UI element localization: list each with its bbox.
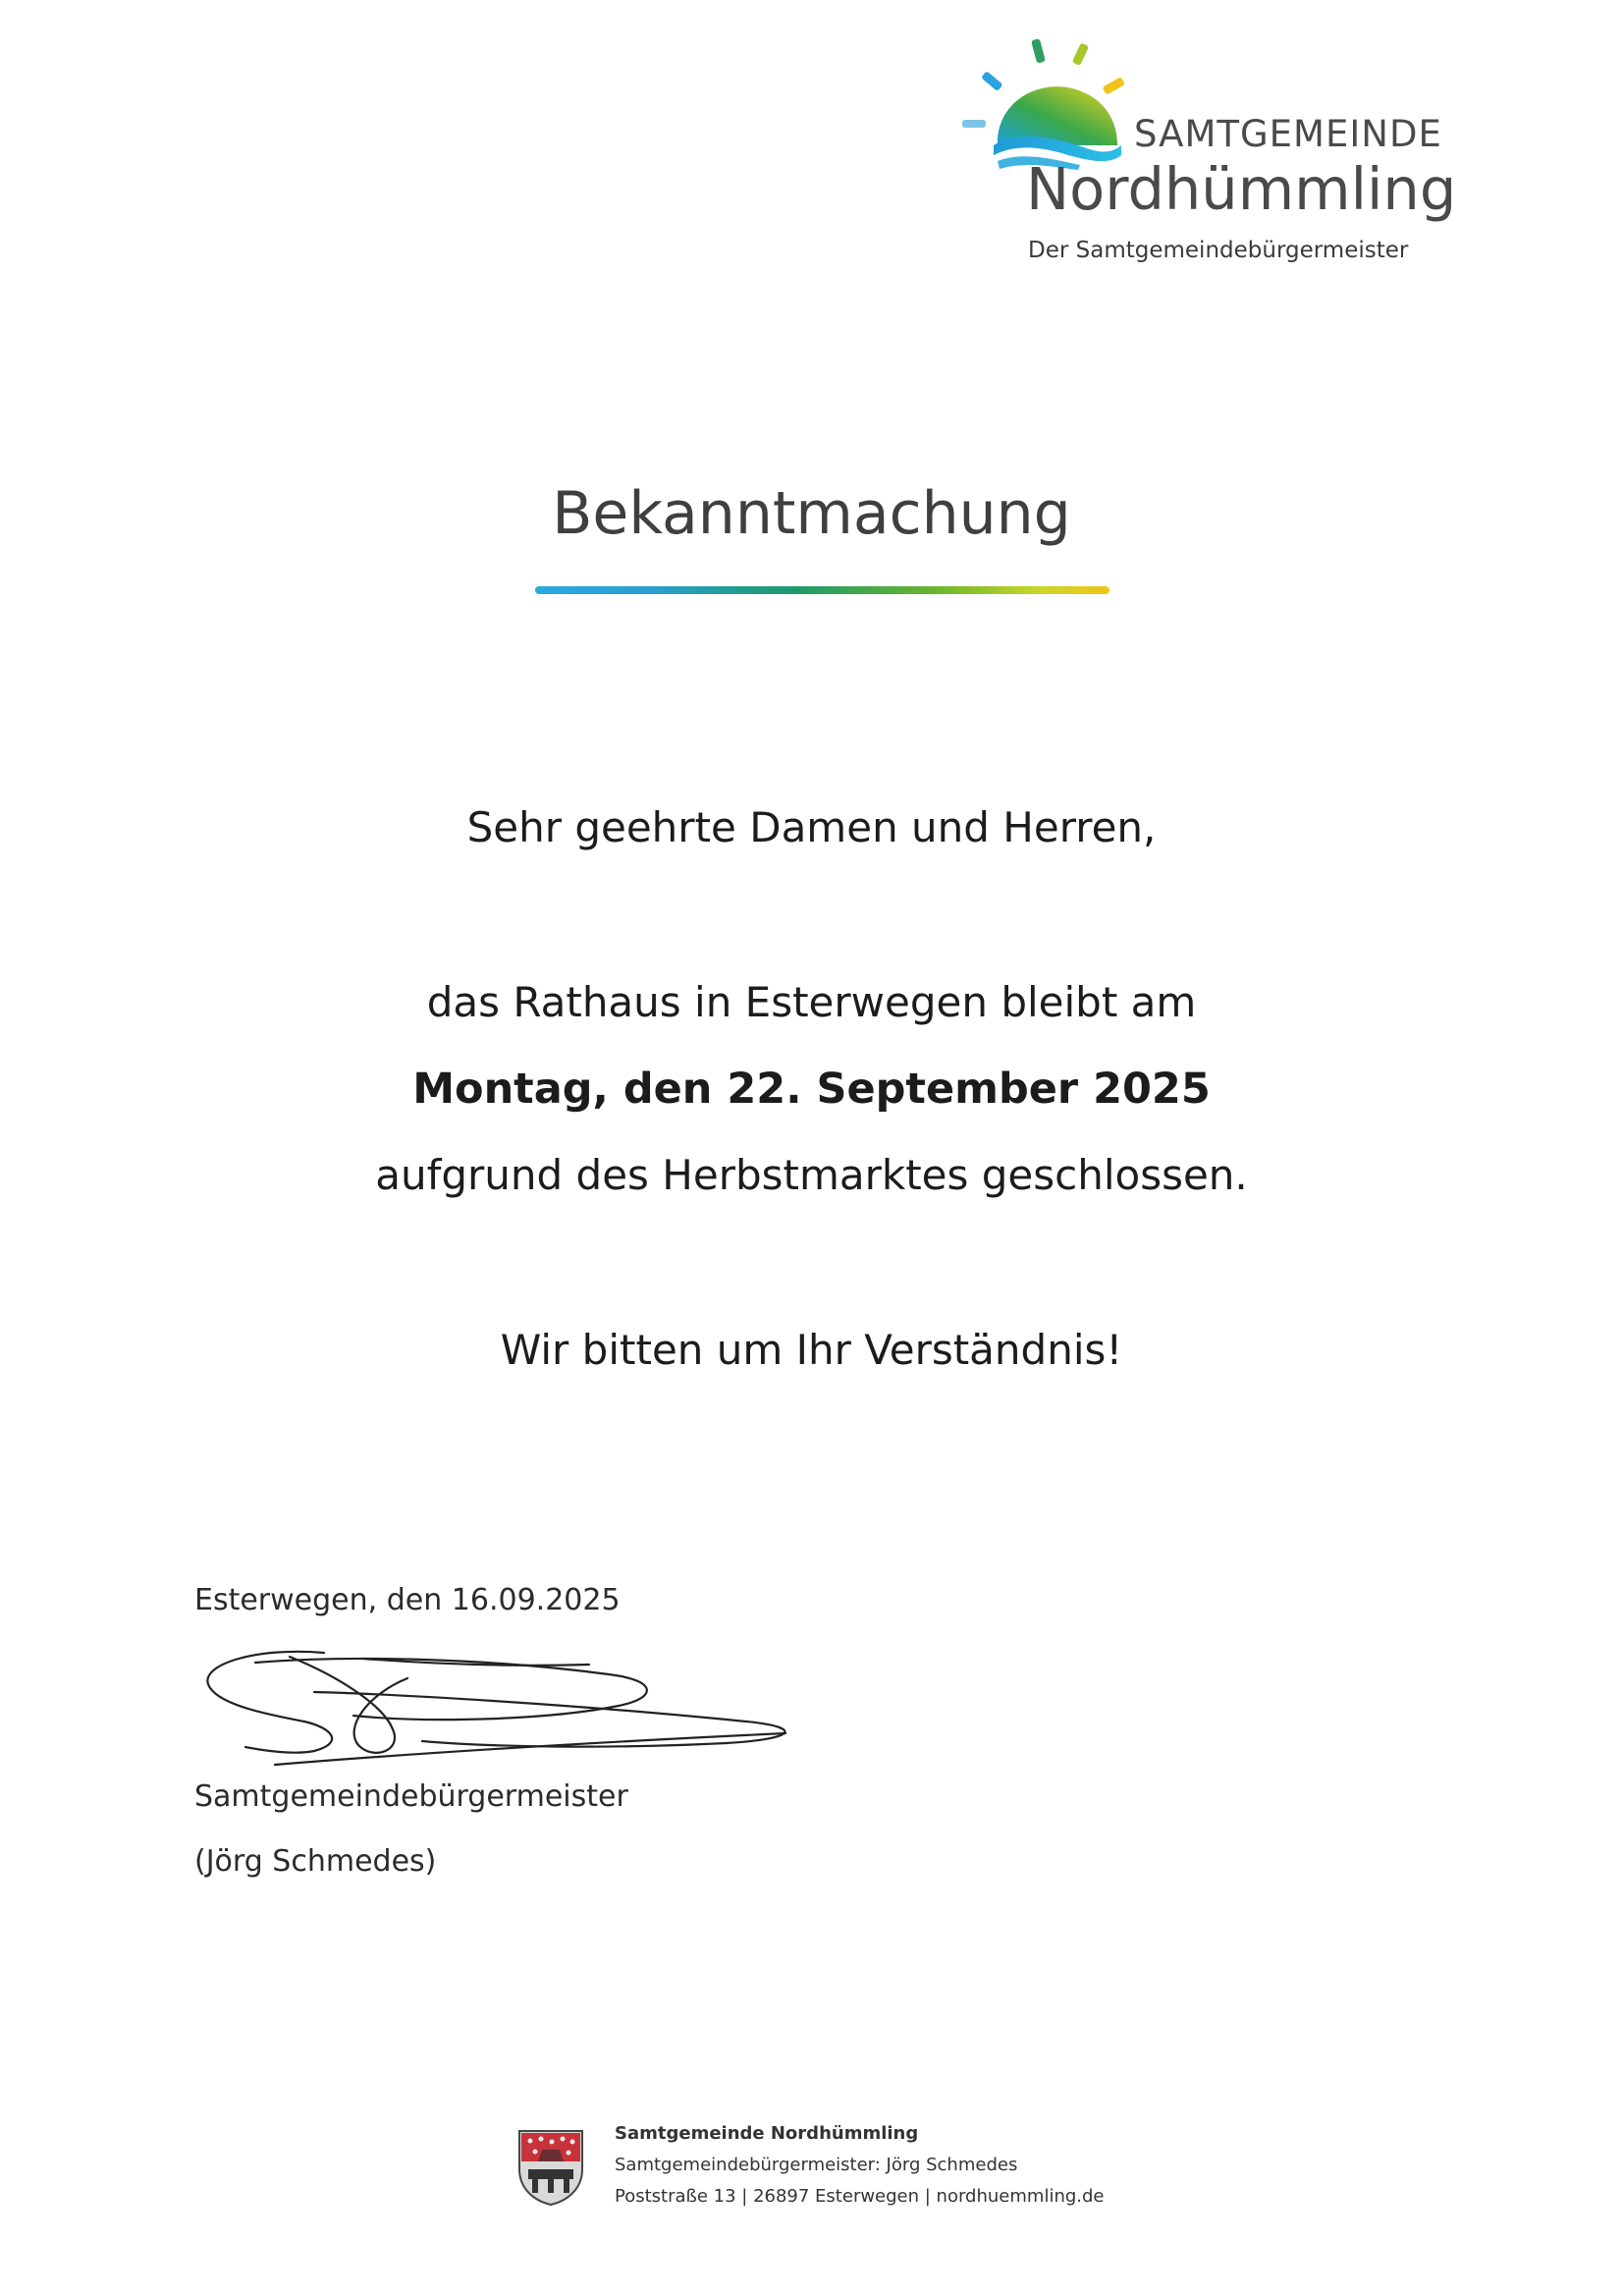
footer-organization: Samtgemeinde Nordhümmling — [615, 2123, 919, 2144]
municipality-logo — [952, 29, 1463, 275]
title-underline — [535, 586, 1109, 594]
announcement-line-3: aufgrund des Herbstmarktes geschlossen. — [375, 1151, 1248, 1199]
coat-of-arms-icon — [516, 2128, 585, 2207]
announcement-line-1: das Rathaus in Esterwegen bleibt am — [426, 978, 1197, 1026]
page-title: Bekanntmachung — [552, 479, 1071, 548]
footer-mayor: Samtgemeindebürgermeister: Jörg Schmedes — [615, 2155, 1018, 2175]
place-and-date: Esterwegen, den 16.09.2025 — [194, 1583, 621, 1617]
signatory-role: Samtgemeindebürgermeister — [194, 1779, 628, 1814]
logo-subtitle: Der Samtgemeindebürgermeister — [1028, 238, 1409, 263]
announcement-date: Montag, den 22. September 2025 — [412, 1065, 1211, 1114]
logo-title-samtgemeinde: SAMTGEMEINDE — [1134, 113, 1442, 155]
closing-line: Wir bitten um Ihr Verständnis! — [500, 1326, 1123, 1374]
greeting: Sehr geehrte Damen und Herren, — [466, 803, 1157, 851]
footer-address: Poststraße 13 | 26897 Esterwegen | nordhuemmling.de — [615, 2186, 1105, 2207]
handwritten-signature — [196, 1635, 903, 1782]
signatory-name: (Jörg Schmedes) — [194, 1844, 437, 1879]
logo-title-nordhuemmling: Nordhümmling — [1026, 155, 1457, 223]
